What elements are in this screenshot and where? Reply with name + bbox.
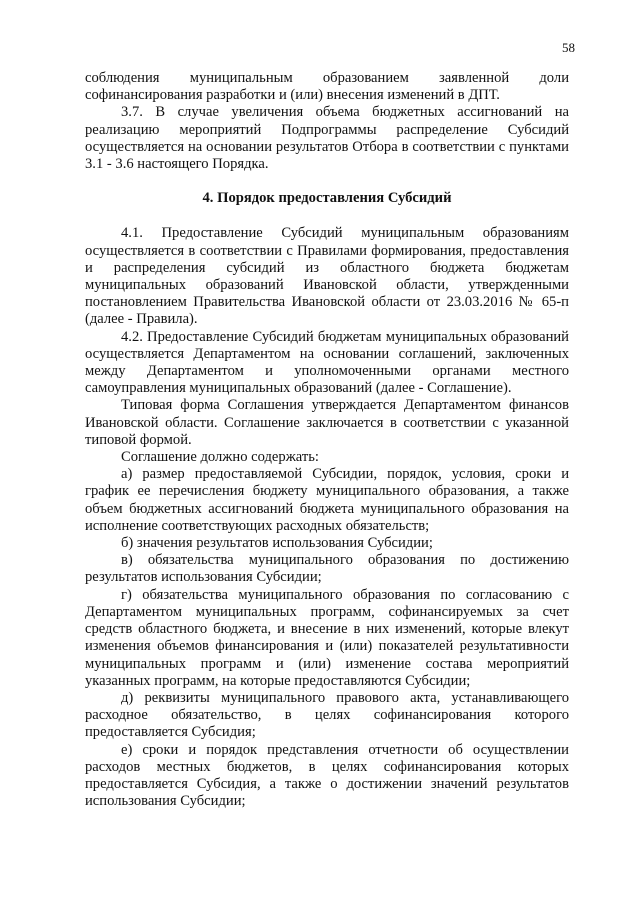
paragraph: Типовая форма Соглашения утверждается Департаментом финансов Ивановской области. Соглашение заключается в соответствии с указанной типовой формой. xyxy=(85,397,569,448)
paragraph: а) размер предоставляемой Субсидии, порядок, условия, сроки и график ее перечисления бюджету муниципального образования, а также объем бюджетных ассигнований бюджета муниципального образования на исполнение соответствующих расходных обязательств; xyxy=(85,466,569,534)
paragraph: 4.1. Предоставление Субсидий муниципальным образованиям осуществляется в соответствии с Правилами формирования, предоставления и распределения субсидий из областного бюджета бюджетам муниципальных образований Ивановской области, утвержденными постановлением Правительства Ивановской области от 23.03.2016 № 65-п (далее - Правила). xyxy=(85,225,569,328)
paragraph: д) реквизиты муниципального правового акта, устанавливающего расходное обязательство, в целях софинансирования которого предоставляется Субсидия; xyxy=(85,689,569,741)
paragraph: е) сроки и порядок представления отчетности об осуществлении расходов местных бюджетов, в целях софинансирования которых предоставляется Субсидия, а также о достижении значений результатов использования Субсидии; xyxy=(85,741,569,810)
paragraph: Соглашение должно содержать: xyxy=(121,449,319,466)
paragraph: в) обязательства муниципального образования по достижению результатов использования Субсидии; xyxy=(85,552,569,586)
page-number: 58 xyxy=(562,40,575,55)
paragraph: 4.2. Предоставление Субсидий бюджетам муниципальных образований осуществляется Департаментом на основании соглашений, заключенных между Департаментом и уполномоченными органами местного самоуправления муниципальных образований (далее - Соглашение). xyxy=(85,328,569,397)
paragraph: г) обязательства муниципального образования по согласованию с Департаментом муниципальных программ, софинансируемых за счет средств областного бюджета, и внесение в них изменений, которые влекут изменения объемов финансирования и (или) показателей результативности муниципальных программ и (или) изменение состава мероприятий указанных программ, на которые предоставляются Субсидии; xyxy=(85,586,569,689)
section-heading: 4. Порядок предоставления Субсидий xyxy=(202,190,452,207)
section-4-body xyxy=(85,225,569,810)
paragraph: б) значения результатов использования Субсидии; xyxy=(121,535,433,552)
section-3-tail xyxy=(85,70,569,173)
paragraph: 3.7. В случае увеличения объема бюджетных ассигнований на реализацию мероприятий Подпрограммы распределение Субсидий осуществляется на основании результатов Отбора в соответствии с пунктами 3.1 - 3.6 настоящего Порядка. xyxy=(85,104,569,173)
document-body xyxy=(85,70,569,810)
paragraph: соблюдения муниципальным образованием заявленной доли софинансирования разработки и (или) внесения изменений в ДПТ. xyxy=(85,70,569,104)
